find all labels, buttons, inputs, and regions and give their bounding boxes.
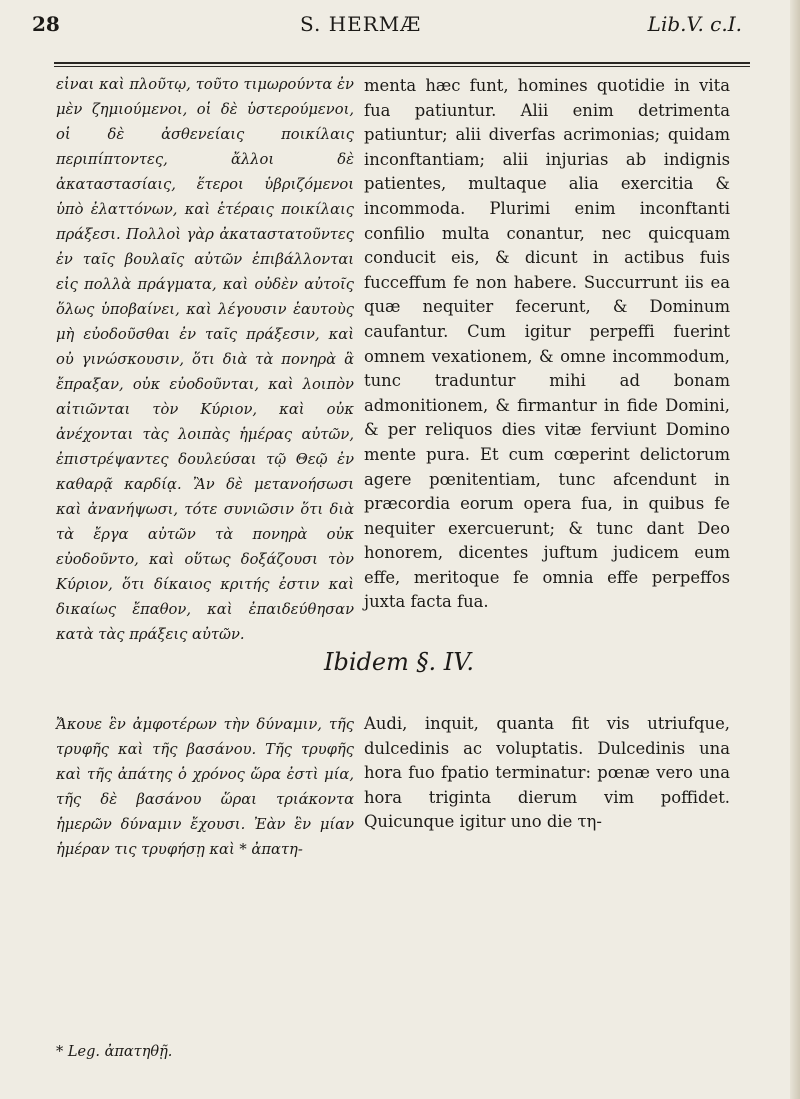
latin-column-1: menta hæc funt, homines quotidie in vita fua patiuntur. Alii enim detrimenta patiuntur; alii diverfas acrimonias; quidam inconftantiam; alii injurias ab indignis patientes, multaque alia exercitia & incommoda. Plurimi enim inconftanti confilio multa conantur, nec quicquam conducit eis, & dicunt in actibus fuis fucceffum fe non habere. Succurrunt iis ea quæ nequiter fecerunt, & Dominum caufantur. Cum igitur perpeffi fuerint omnem vexationem, & omne incommodum, tunc traduntur mihi ad bonam admonitionem, & firmantur in fide Domini, & per reliquos dies vitæ ferviunt Domino mente pura. Et cum cœperint delictorum agere pœnitentiam, tunc afcendunt in præcordia eorum opera fua, in quibus fe nequiter exercuerunt; & tunc dant Deo honorem, dicentes juftum judicem eum effe, meritoque fe omnia effe perpeffos juxta facta fua. <box>364 76 730 612</box>
latin-column-2: Audi, inquit, quanta fit vis utriufque, dulcedinis ac voluptatis. Dulcedinis una hora fuo fpatio terminatur: pœnæ vero una hora triginta dierum vim poffidet. Quicunque igitur uno die τη- <box>364 714 730 832</box>
greek-column-1: εἰναι καὶ πλοῦτῳ, τοῦτο τιμωρούντα ἐν μὲν ζημιούμενοι, οἱ δὲ ὑστερούμενοι, οἱ δὲ ἀσθενείαις ποικίλαις περιπίπτοντες, ἄλλοι δὲ ἀκαταστασίαις, ἕτεροι ὑβριζόμενοι ὑπὸ ἐλαττόνων, καὶ ἑτέραις ποικίλαις πράξεσι. Πολλοὶ γὰρ ἀκαταστατοῦντες ἐν ταῖς βουλαῖς αὐτῶν ἐπιβάλλονται εἰς πολλὰ πράγματα, καὶ οὐδὲν αὐτοῖς ὅλως ὑποβαίνει, καὶ λέγουσιν ἑαυτοὺς μὴ εὐοδοῦσθαι ἐν ταῖς πράξεσιν, καὶ οὐ γινώσκουσιν, ὅτι διὰ τὰ πονηρὰ ἃ ἔπραξαν, οὐκ εὐοδοῦνται, καὶ λοιπὸν αἰτιῶνται τὸν Κύριον, καὶ οὐκ ἀνέχονται τὰς λοιπὰς ἡμέρας αὐτῶν, ἐπιστρέψαντες δουλεύσαι τῷ Θεῷ ἐν καθαρᾷ καρδίᾳ. Ἂν δὲ μετανοήσωσι καὶ ἀνανήψωσι, τότε συνιῶσιν ὅτι διὰ τὰ ἔργα αὐτῶν τὰ πονηρὰ οὐκ εὐοδοῦντο, καὶ οὕτως δοξάζουσι τὸν Κύριον, ὅτι δίκαιος κριτής ἐστιν καὶ δικαίως ἔπαθον, καὶ ἐπαιδεύθησαν κατὰ τὰς πράξεις αὐτῶν. <box>56 76 354 643</box>
page-number: 28 <box>32 12 60 36</box>
section-heading: Ibidem §. IV. <box>324 648 474 676</box>
running-title: S. HERMÆ <box>300 12 422 36</box>
footnote: * Leg. ἀπατηθῇ. <box>56 1044 173 1060</box>
page-header <box>0 8 800 58</box>
page-edge-shadow <box>790 0 800 1099</box>
greek-column-2: Ἄκουε ἓν ἀμφοτέρων τὴν δύναμιν, τῆς τρυφῆς καὶ τῆς βασάνου. Τῆς τρυφῆς καὶ τῆς ἀπάτης ὁ χρόνος ὥρα ἐστὶ μία, τῆς δὲ βασάνου ὥραι τριάκοντα ἡμερῶν δύναμιν ἔχουσι. Ἐὰν ἓν μίαν ἡμέραν τις τρυφήσῃ καὶ * ἀπατη- <box>56 716 354 858</box>
header-rule <box>54 62 750 67</box>
chapter-reference: Lib.V. c.I. <box>647 12 742 36</box>
